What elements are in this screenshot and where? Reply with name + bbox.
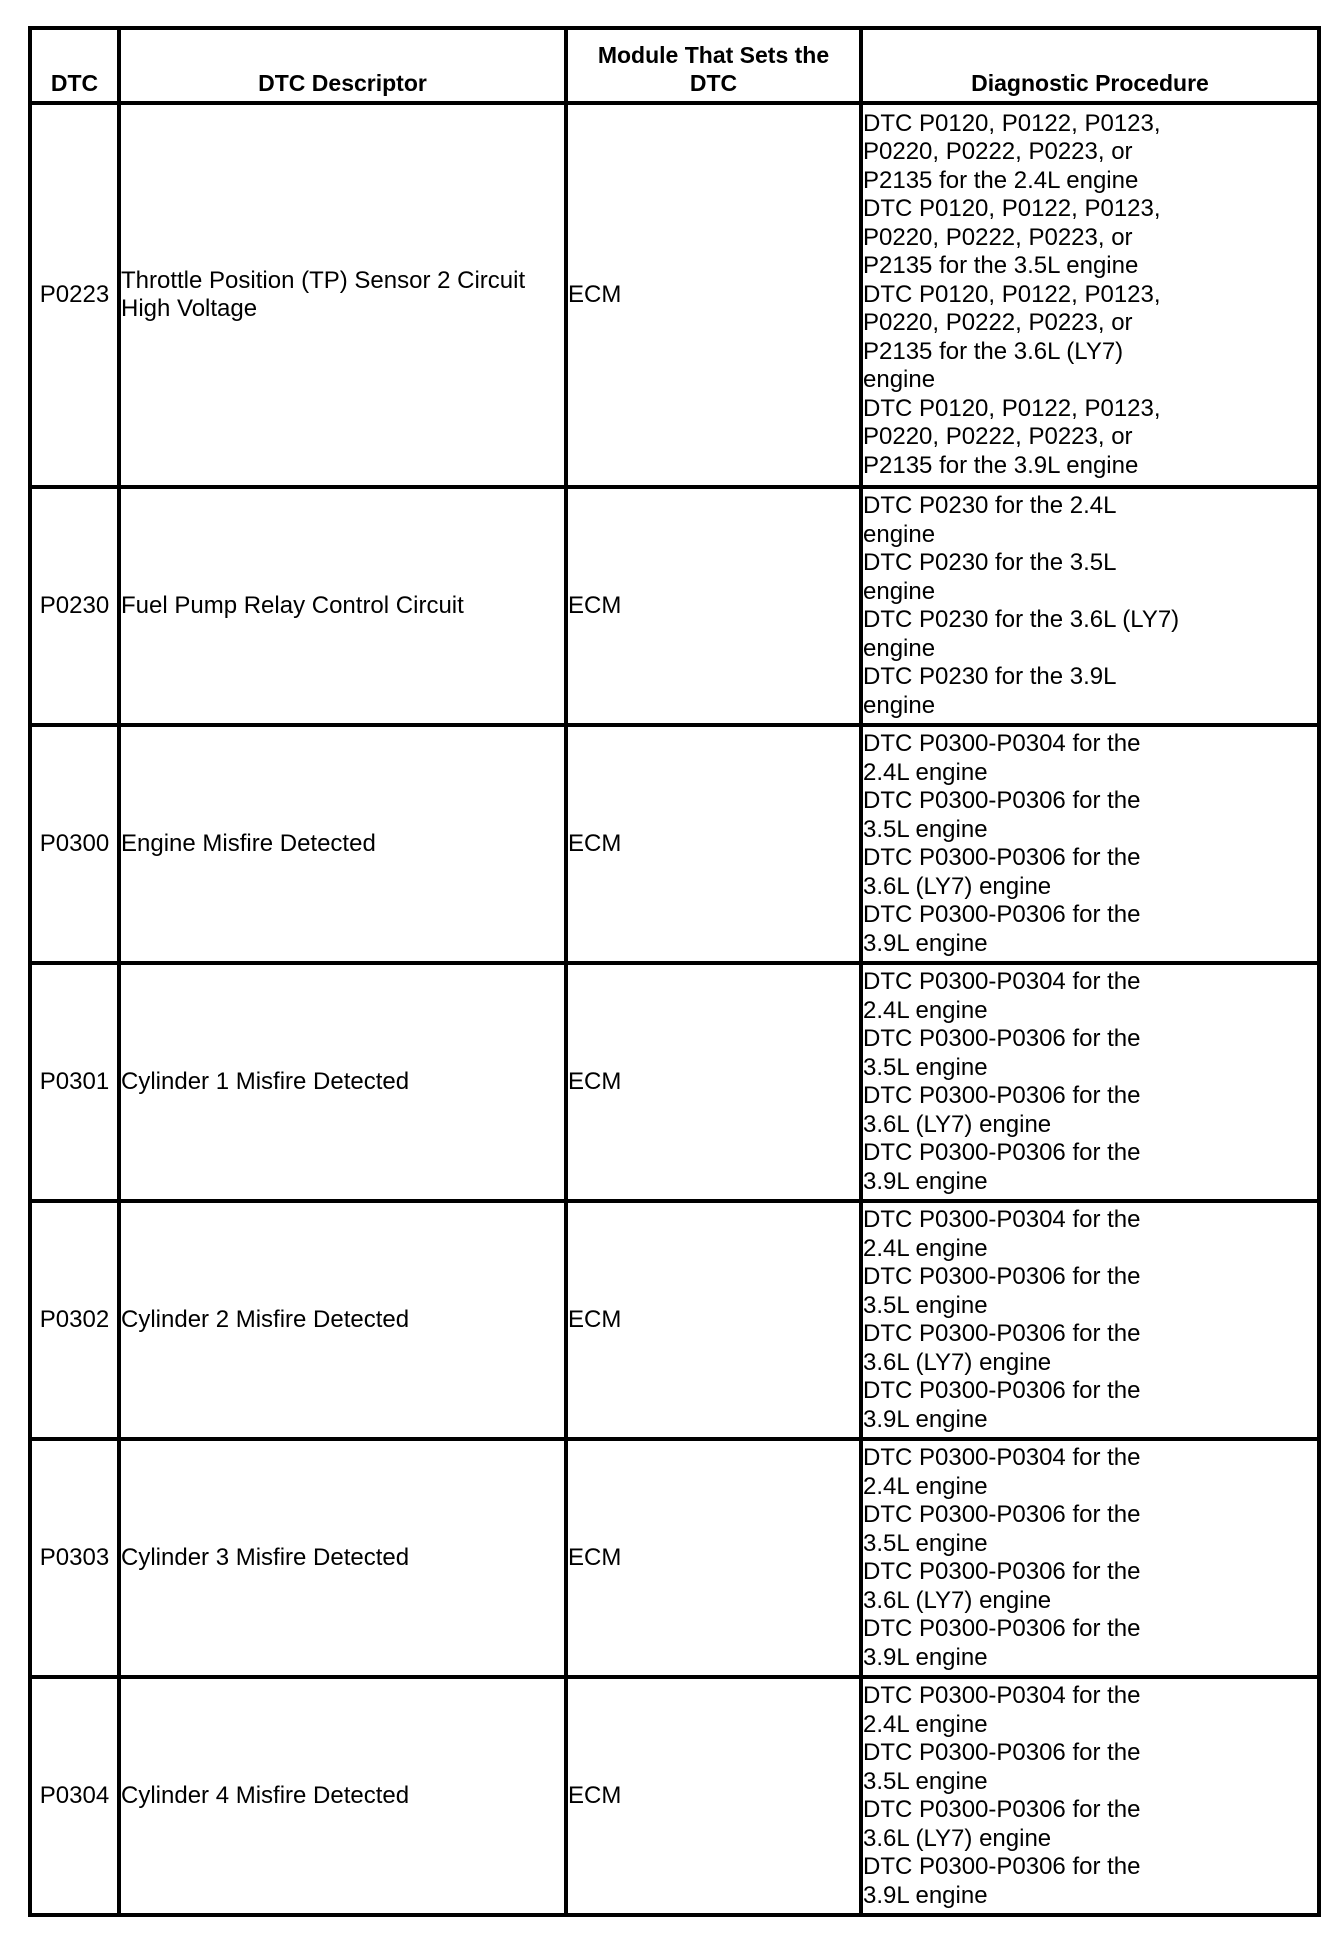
procedure-line: DTC P0300-P0304 for the xyxy=(863,1682,1141,1709)
procedure-line: 3.5L engine xyxy=(863,1291,988,1319)
procedure-line: DTC P0300-P0306 for the xyxy=(863,787,1141,814)
descriptor-line: High Voltage xyxy=(121,295,258,322)
descriptor-line: Throttle Position (TP) Sensor 2 Circuit xyxy=(121,266,526,294)
dtc-module: ECM xyxy=(566,103,861,487)
dtc-module: ECM xyxy=(566,487,861,725)
procedure-line: DTC P0230 for the 2.4L xyxy=(863,492,1117,519)
dtc-procedure xyxy=(861,1201,1319,1439)
dtc-module: ECM xyxy=(566,725,861,963)
procedure-line: engine xyxy=(863,691,936,719)
dtc-code: P0223 xyxy=(30,103,119,487)
header-dtc: DTC xyxy=(30,28,119,103)
table-body xyxy=(30,103,1319,1915)
dtc-procedure xyxy=(861,1439,1319,1677)
dtc-descriptor: Cylinder 2 Misfire Detected xyxy=(119,1201,566,1439)
dtc-descriptor: Cylinder 3 Misfire Detected xyxy=(119,1439,566,1677)
procedure-line: 3.5L engine xyxy=(863,1767,988,1795)
procedure-line: DTC P0300-P0306 for the xyxy=(863,1082,1141,1109)
table-row xyxy=(30,1439,1319,1677)
dtc-code: P0300 xyxy=(30,725,119,963)
dtc-code: P0230 xyxy=(30,487,119,725)
procedure-line: DTC P0300-P0306 for the xyxy=(863,1853,1141,1880)
procedure-line: 3.6L (LY7) engine xyxy=(863,1110,1052,1138)
procedure-line: P0220, P0222, P0223, or xyxy=(863,309,1133,337)
dtc-descriptor: Fuel Pump Relay Control Circuit xyxy=(119,487,566,725)
procedure-line: DTC P0300-P0306 for the xyxy=(863,1139,1141,1166)
procedure-line: DTC P0300-P0306 for the xyxy=(863,1615,1141,1642)
dtc-descriptor xyxy=(119,103,566,487)
procedure-line: P2135 for the 2.4L engine xyxy=(863,166,1139,194)
dtc-module: ECM xyxy=(566,1201,861,1439)
procedure-line: DTC P0230 for the 3.5L xyxy=(863,549,1117,576)
dtc-module: ECM xyxy=(566,1439,861,1677)
table-row xyxy=(30,1677,1319,1915)
procedure-line: 3.9L engine xyxy=(863,929,988,957)
header-descriptor: DTC Descriptor xyxy=(119,28,566,103)
dtc-code: P0302 xyxy=(30,1201,119,1439)
dtc-code: P0304 xyxy=(30,1677,119,1915)
procedure-line: 3.9L engine xyxy=(863,1405,988,1433)
dtc-code: P0301 xyxy=(30,963,119,1201)
dtc-table xyxy=(28,26,1321,1917)
dtc-procedure xyxy=(861,963,1319,1201)
procedure-line: DTC P0300-P0304 for the xyxy=(863,730,1141,757)
dtc-procedure xyxy=(861,1677,1319,1915)
procedure-line: P0220, P0222, P0223, or xyxy=(863,423,1133,451)
procedure-line: 3.6L (LY7) engine xyxy=(863,1586,1052,1614)
procedure-line: 2.4L engine xyxy=(863,1472,988,1500)
procedure-line: P0220, P0222, P0223, or xyxy=(863,223,1133,251)
procedure-line: DTC P0120, P0122, P0123, xyxy=(863,394,1161,422)
procedure-line: DTC P0300-P0306 for the xyxy=(863,1796,1141,1823)
procedure-line: DTC P0300-P0304 for the xyxy=(863,1206,1141,1233)
dtc-descriptor: Cylinder 1 Misfire Detected xyxy=(119,963,566,1201)
table-row xyxy=(30,1201,1319,1439)
table-row xyxy=(30,963,1319,1201)
procedure-line: DTC P0300-P0304 for the xyxy=(863,1444,1141,1471)
procedure-line: P2135 for the 3.5L engine xyxy=(863,252,1139,280)
header-module-line2: DTC xyxy=(689,70,738,96)
header-module xyxy=(566,28,861,103)
dtc-module: ECM xyxy=(566,1677,861,1915)
procedure-line: 2.4L engine xyxy=(863,996,988,1024)
procedure-line: 2.4L engine xyxy=(863,1234,988,1262)
dtc-descriptor: Engine Misfire Detected xyxy=(119,725,566,963)
procedure-line: DTC P0300-P0306 for the xyxy=(863,1501,1141,1528)
procedure-line: 3.6L (LY7) engine xyxy=(863,1824,1052,1852)
procedure-line: DTC P0300-P0306 for the xyxy=(863,901,1141,928)
dtc-descriptor: Cylinder 4 Misfire Detected xyxy=(119,1677,566,1915)
procedure-line: DTC P0300-P0306 for the xyxy=(863,1739,1141,1766)
dtc-code: P0303 xyxy=(30,1439,119,1677)
table-row xyxy=(30,487,1319,725)
procedure-line: DTC P0300-P0306 for the xyxy=(863,1558,1141,1585)
procedure-line: DTC P0120, P0122, P0123, xyxy=(863,109,1161,137)
procedure-line: DTC P0300-P0306 for the xyxy=(863,1320,1141,1347)
procedure-line: 3.9L engine xyxy=(863,1881,988,1909)
procedure-line: engine xyxy=(863,577,936,605)
procedure-line: DTC P0120, P0122, P0123, xyxy=(863,280,1161,308)
procedure-line: 3.5L engine xyxy=(863,815,988,843)
procedure-line: 3.6L (LY7) engine xyxy=(863,872,1052,900)
procedure-line: engine xyxy=(863,520,936,548)
procedure-line: 3.9L engine xyxy=(863,1643,988,1671)
procedure-line: engine xyxy=(863,634,936,662)
procedure-line: 3.6L (LY7) engine xyxy=(863,1348,1052,1376)
procedure-line: DTC P0120, P0122, P0123, xyxy=(863,195,1161,223)
dtc-procedure xyxy=(861,487,1319,725)
procedure-line: P0220, P0222, P0223, or xyxy=(863,138,1133,166)
procedure-line: 3.9L engine xyxy=(863,1167,988,1195)
procedure-line: DTC P0300-P0306 for the xyxy=(863,1263,1141,1290)
procedure-line: 2.4L engine xyxy=(863,758,988,786)
dtc-module: ECM xyxy=(566,963,861,1201)
procedure-line: 3.5L engine xyxy=(863,1053,988,1081)
procedure-line: DTC P0230 for the 3.9L xyxy=(863,663,1117,690)
header-row xyxy=(30,28,1319,103)
dtc-procedure xyxy=(861,725,1319,963)
procedure-line: P2135 for the 3.9L engine xyxy=(863,451,1139,479)
dtc-procedure xyxy=(861,103,1319,487)
procedure-line: DTC P0300-P0306 for the xyxy=(863,1377,1141,1404)
procedure-line: DTC P0230 for the 3.6L (LY7) xyxy=(863,606,1180,633)
procedure-line: engine xyxy=(863,366,936,394)
header-module-line1: Module That Sets the xyxy=(597,42,830,68)
procedure-line: 3.5L engine xyxy=(863,1529,988,1557)
header-procedure: Diagnostic Procedure xyxy=(861,28,1319,103)
procedure-line: 2.4L engine xyxy=(863,1710,988,1738)
procedure-line: DTC P0300-P0306 for the xyxy=(863,1025,1141,1052)
table-row xyxy=(30,725,1319,963)
procedure-line: DTC P0300-P0304 for the xyxy=(863,968,1141,995)
procedure-line: P2135 for the 3.6L (LY7) xyxy=(863,337,1124,365)
table-row xyxy=(30,103,1319,487)
procedure-line: DTC P0300-P0306 for the xyxy=(863,844,1141,871)
